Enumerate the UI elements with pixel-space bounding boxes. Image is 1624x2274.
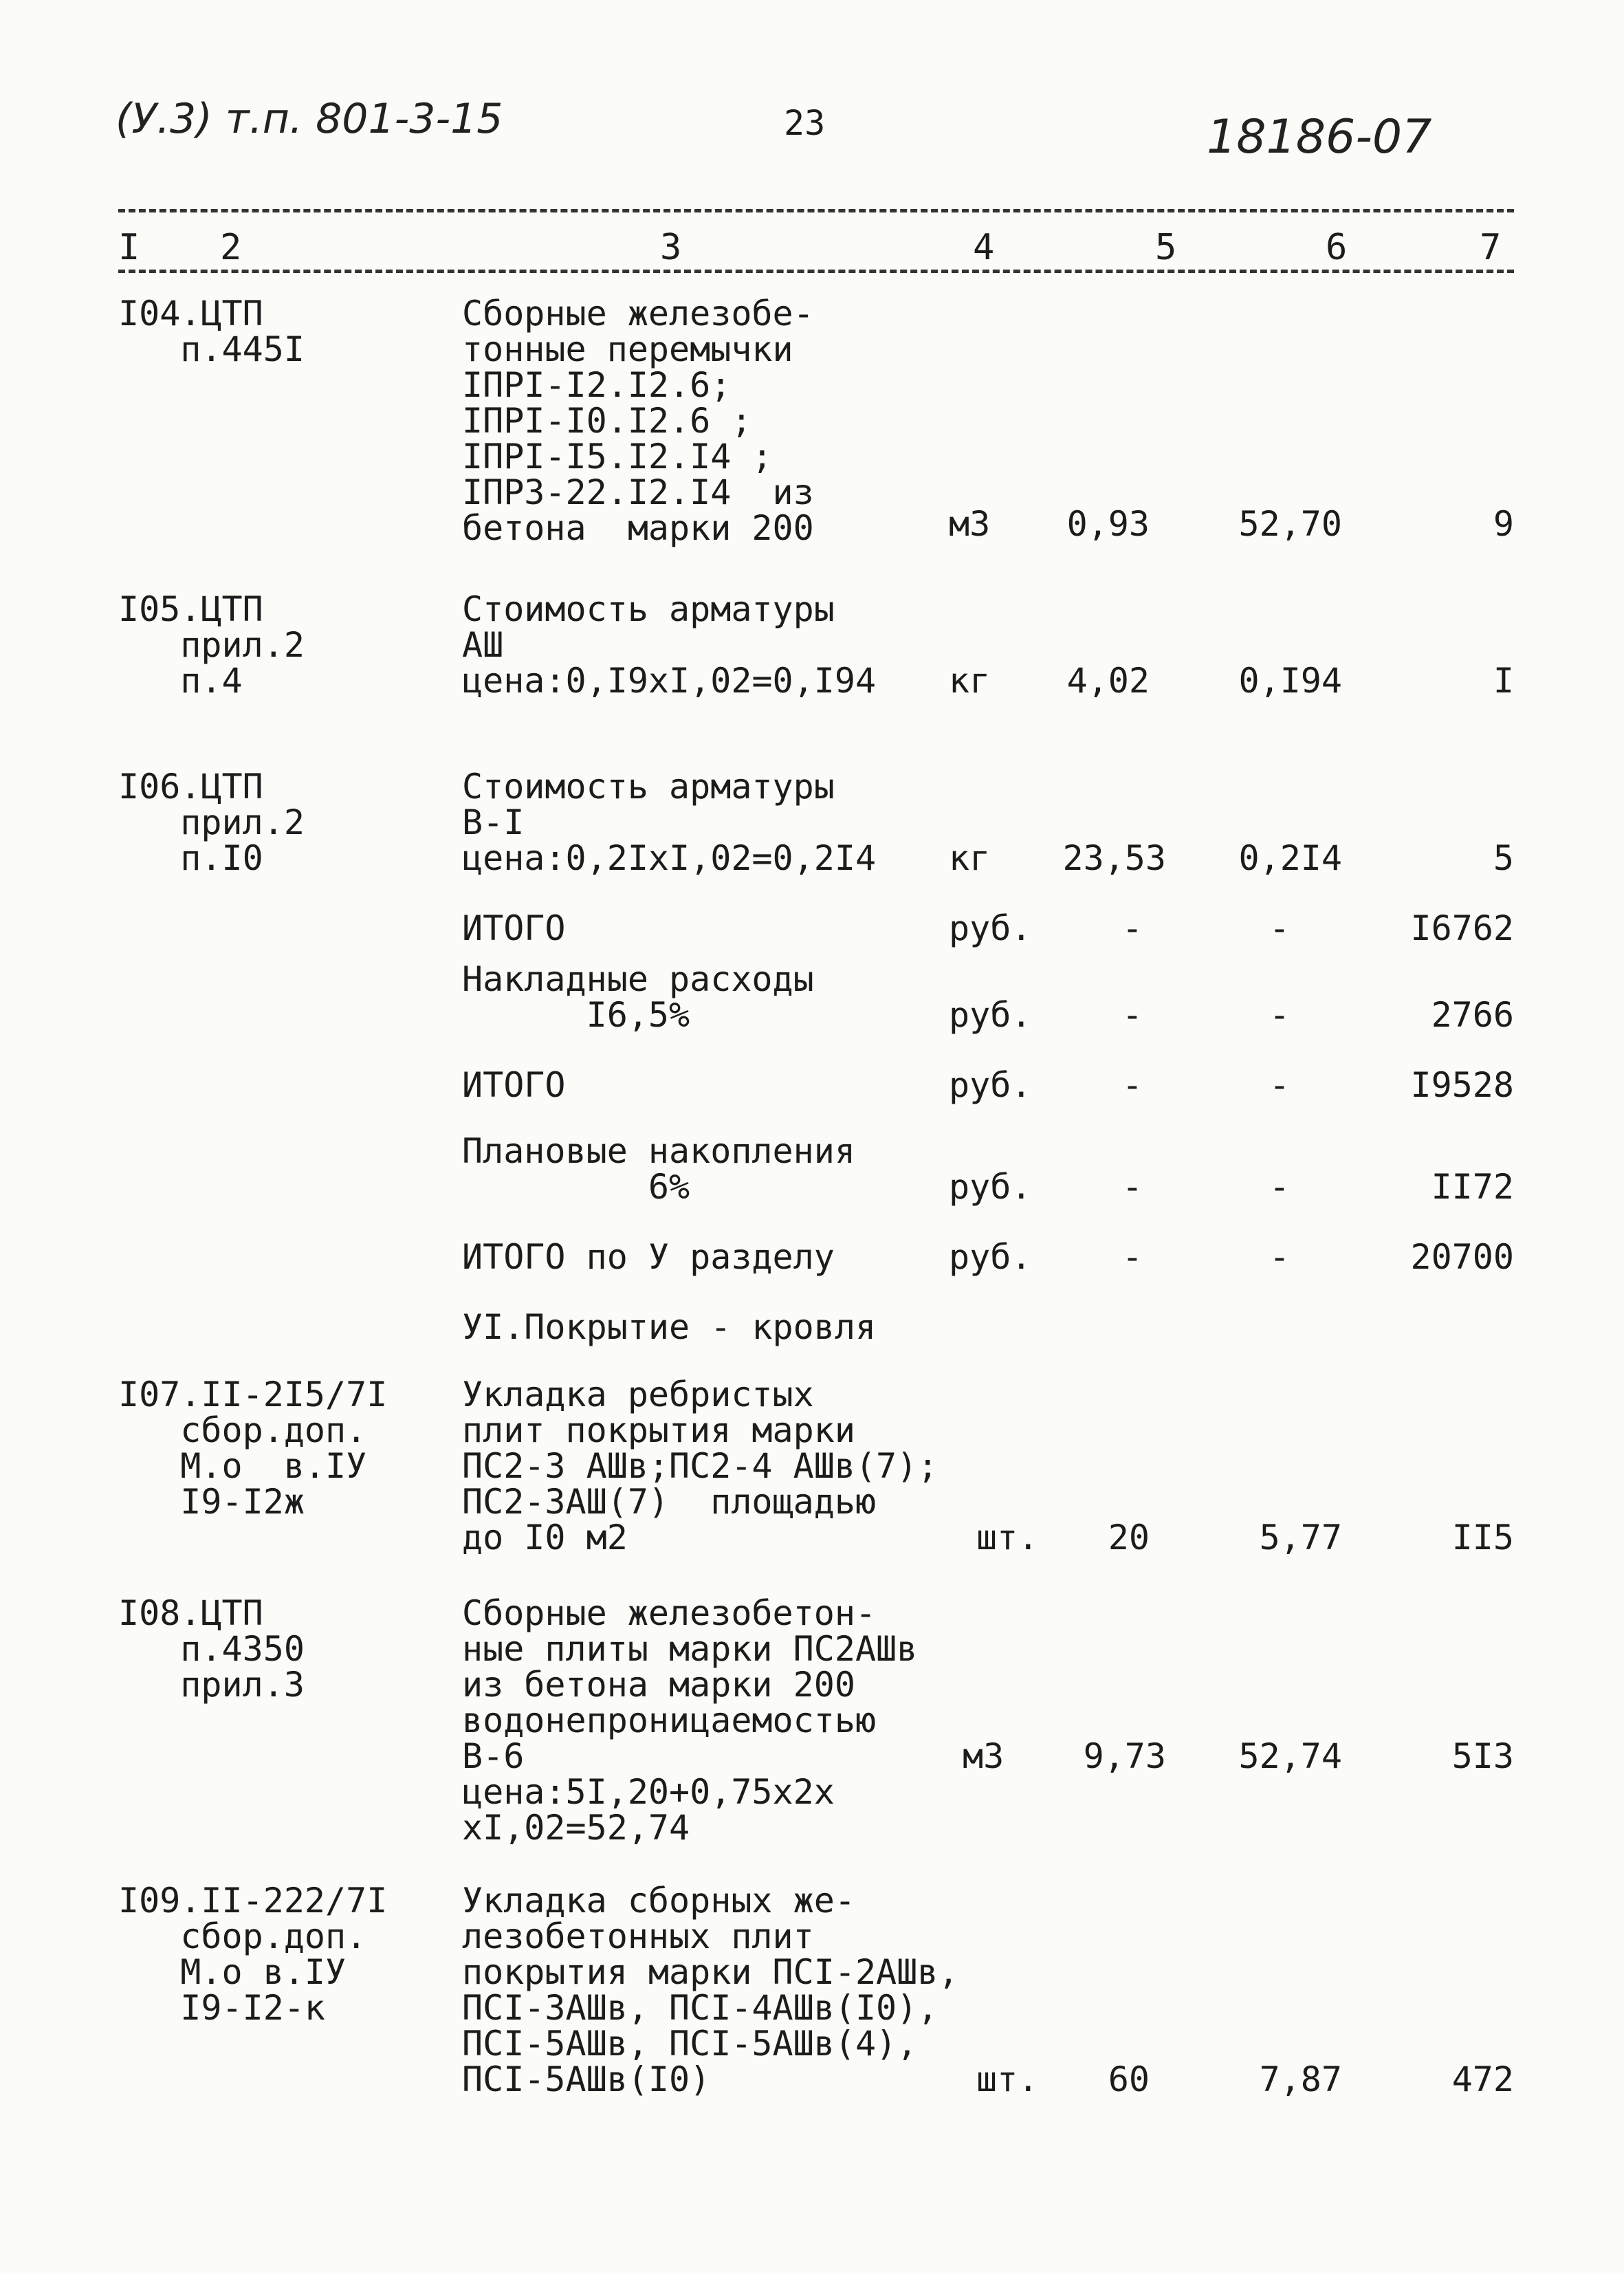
row-quantity: 4,02 [1066, 661, 1150, 701]
row-code: I06.ЦТП прил.2 п.I0 [118, 767, 305, 878]
col-header-3: 3 [660, 227, 682, 268]
row-quantity: - [1121, 1237, 1143, 1277]
row-description: Сборные железобетон- ные плиты марки ПС2АШв из бетона марки 200 водонепроницаемостью В-6 цена:5I,20+0,75x2x xI,02=52,74 [462, 1593, 918, 1848]
row-quantity: 60 [1108, 2059, 1150, 2099]
row-description: Укладка сборных же- лезобетонных плит покрытия марки ПСI-2АШв, ПСI-3АШв, ПСI-4АШв(I0), ПСI-5АШв, ПСI-5АШв(4), ПСI-5АШв(I0) [462, 1881, 959, 2099]
row-description: Накладные расходы I6,5% [462, 959, 814, 1035]
row-description: ИТОГО по У разделу [462, 1237, 835, 1277]
row-code: I07.II-2I5/7I сбор.доп. М.о в.IУ I9-I2ж [118, 1375, 388, 1522]
row-total: 9 [1493, 504, 1514, 544]
col-header-2: 2 [220, 227, 242, 268]
row-unit: м3 [949, 504, 991, 544]
doc-reference: (У.3) т.п. 801-3-15 [116, 95, 503, 143]
row-price: 52,70 [1238, 504, 1342, 544]
row-total: 5 [1493, 838, 1514, 878]
row-price: - [1269, 1167, 1290, 1207]
row-unit: шт. [976, 1518, 1039, 1557]
row-price: 7,87 [1259, 2059, 1342, 2099]
row-code: I04.ЦТП п.445I [118, 294, 305, 369]
row-description: ИТОГО [462, 908, 566, 948]
row-total: I9528 [1410, 1065, 1514, 1105]
row-unit: руб. [949, 995, 1032, 1035]
row-code: I08.ЦТП п.4350 прил.3 [118, 1593, 305, 1705]
row-total: II5 [1451, 1518, 1514, 1557]
row-quantity: - [1121, 1065, 1143, 1105]
row-description: Плановые накопления 6% [462, 1131, 855, 1207]
row-price: - [1269, 908, 1290, 948]
row-quantity: 0,93 [1066, 504, 1150, 544]
row-price: - [1269, 1065, 1290, 1105]
row-quantity: - [1121, 995, 1143, 1035]
col-header-7: 7 [1480, 227, 1502, 268]
col-header-1: I [118, 227, 140, 268]
row-description: Сборные железобе- тонные перемычки IПРI-I2.I2.6; IПРI-I0.I2.6 ; IПРI-I5.I2.I4 ; IПР3-22.I2.I4 из бетона марки 200 [462, 294, 814, 548]
row-unit: руб. [949, 1065, 1032, 1105]
row-total: 5I3 [1451, 1736, 1514, 1776]
row-description: ИТОГО [462, 1065, 566, 1105]
row-price: 0,2I4 [1238, 838, 1342, 878]
row-unit: м3 [963, 1736, 1005, 1776]
page-number: 23 [784, 103, 826, 143]
row-total: I [1493, 661, 1514, 701]
row-total: 472 [1451, 2059, 1514, 2099]
col-header-6: 6 [1326, 227, 1348, 268]
row-description: Стоимость арматуры АШ цена:0,I9xI,02=0,I94 [462, 589, 877, 701]
row-code: I09.II-222/7I сбор.доп. М.о в.IУ I9-I2-к [118, 1881, 388, 2028]
row-description: Укладка ребристых плит покрытия марки ПС2-3 АШв;ПС2-4 АШв(7); ПС2-3АШ(7) площадью до I0 м2 [462, 1375, 939, 1557]
row-total: I6762 [1410, 908, 1514, 948]
row-total: 20700 [1410, 1237, 1514, 1277]
row-description: Стоимость арматуры В-I цена:0,2IxI,02=0,2I4 [462, 767, 877, 878]
col-header-4: 4 [973, 227, 995, 268]
row-unit: кг [949, 661, 991, 701]
divider-top [118, 209, 1514, 212]
section-heading: УI.Покрытие - кровля [462, 1307, 877, 1347]
row-price: 52,74 [1238, 1736, 1342, 1776]
row-unit: руб. [949, 1167, 1032, 1207]
row-total: II72 [1431, 1167, 1514, 1207]
row-price: 5,77 [1259, 1518, 1342, 1557]
row-unit: шт. [976, 2059, 1039, 2099]
row-price: - [1269, 1237, 1290, 1277]
row-quantity: - [1121, 908, 1143, 948]
row-unit: кг [949, 838, 991, 878]
row-price: 0,I94 [1238, 661, 1342, 701]
archive-number: 18186-07 [1207, 110, 1432, 164]
row-price: - [1269, 995, 1290, 1035]
row-unit: руб. [949, 1237, 1032, 1277]
row-total: 2766 [1431, 995, 1514, 1035]
divider-header [118, 270, 1514, 273]
row-quantity: 23,53 [1062, 838, 1166, 878]
col-header-5: 5 [1155, 227, 1177, 268]
row-unit: руб. [949, 908, 1032, 948]
row-code: I05.ЦТП прил.2 п.4 [118, 589, 305, 701]
row-quantity: 9,73 [1083, 1736, 1166, 1776]
row-quantity: 20 [1108, 1518, 1150, 1557]
row-quantity: - [1121, 1167, 1143, 1207]
